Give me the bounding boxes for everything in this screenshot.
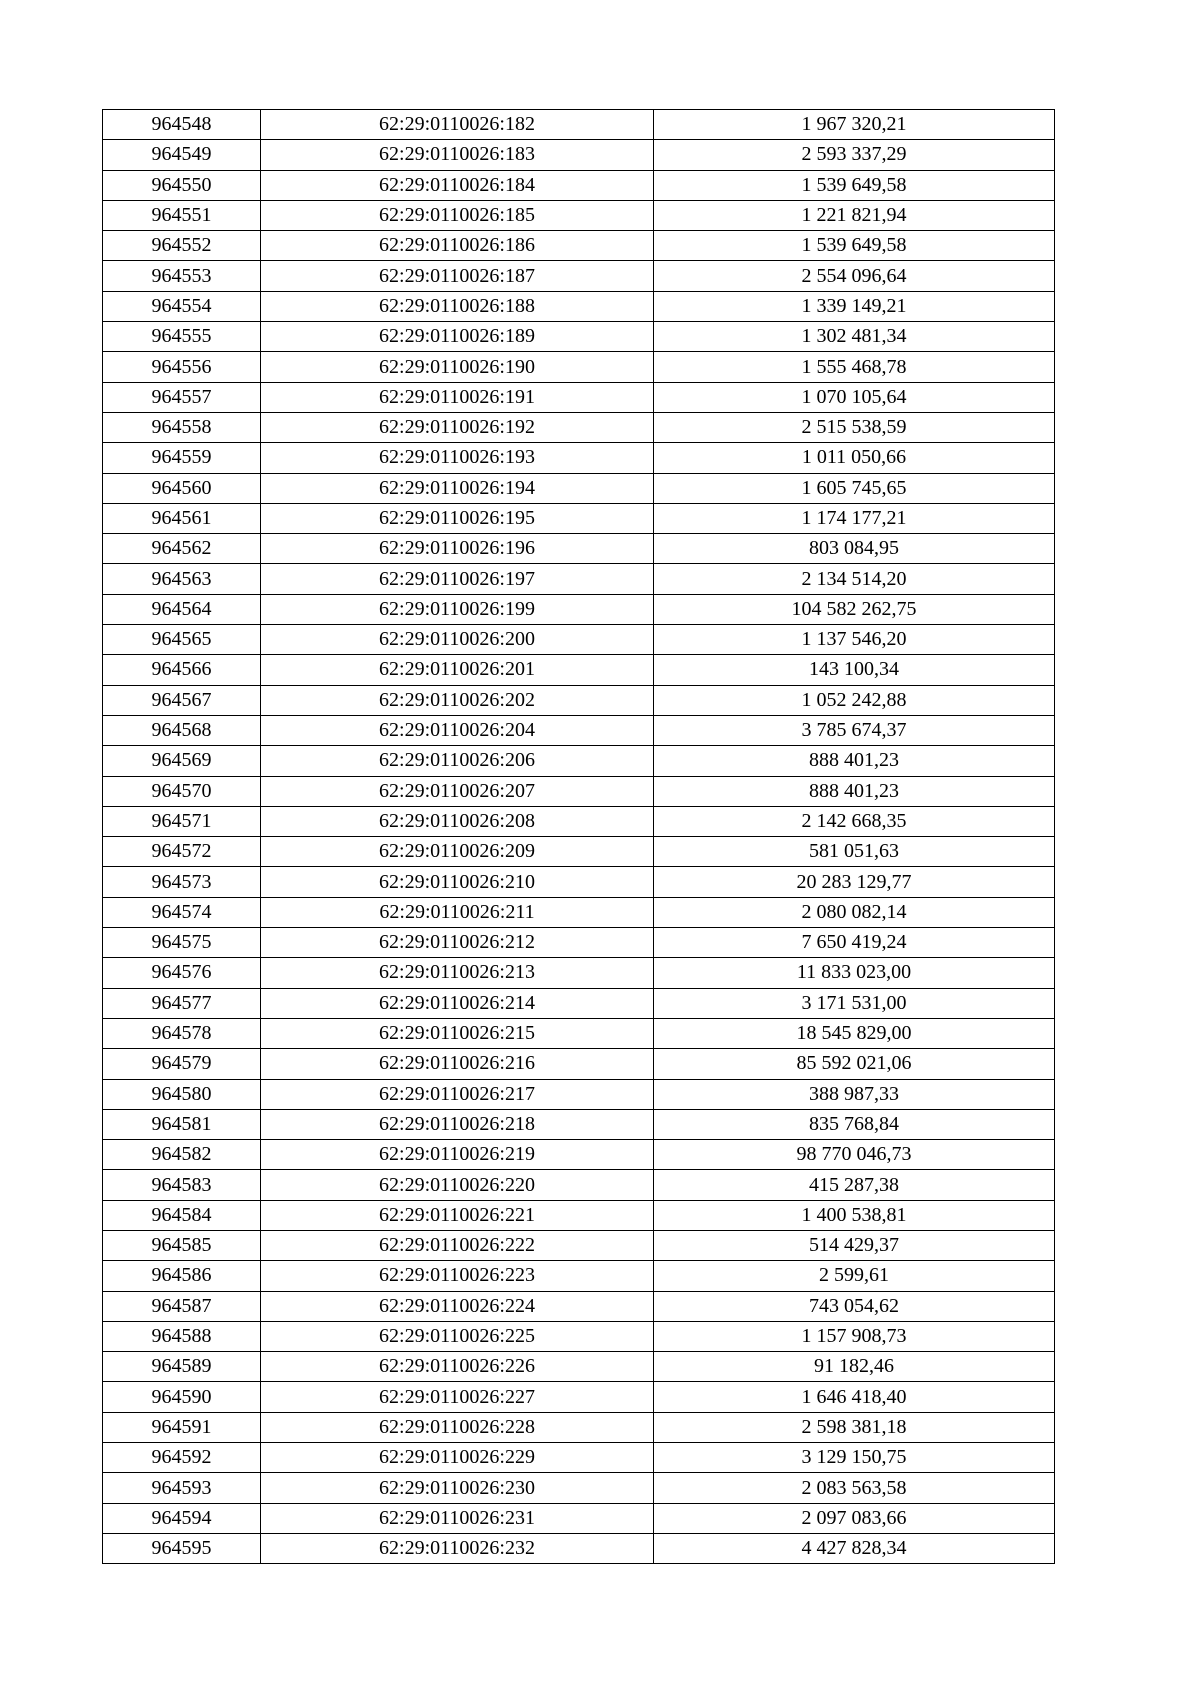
cadastral-number-cell: 62:29:0110026:183 [261, 140, 654, 170]
value-cell: 143 100,34 [654, 655, 1055, 685]
value-cell: 1 137 546,20 [654, 625, 1055, 655]
row-number-cell: 964573 [103, 867, 261, 897]
table-row [103, 1443, 1055, 1473]
value-cell: 7 650 419,24 [654, 928, 1055, 958]
cadastral-number-cell: 62:29:0110026:209 [261, 837, 654, 867]
row-number-cell: 964561 [103, 503, 261, 533]
value-cell: 91 182,46 [654, 1352, 1055, 1382]
value-cell: 1 605 745,65 [654, 473, 1055, 503]
value-cell: 104 582 262,75 [654, 594, 1055, 624]
cadastral-number-cell: 62:29:0110026:184 [261, 170, 654, 200]
row-number-cell: 964549 [103, 140, 261, 170]
cadastral-number-cell: 62:29:0110026:188 [261, 291, 654, 321]
row-number-cell: 964577 [103, 988, 261, 1018]
row-number-cell: 964565 [103, 625, 261, 655]
cadastral-number-cell: 62:29:0110026:210 [261, 867, 654, 897]
row-number-cell: 964586 [103, 1261, 261, 1291]
cadastral-number-cell: 62:29:0110026:182 [261, 110, 654, 140]
row-number-cell: 964593 [103, 1473, 261, 1503]
cadastral-number-cell: 62:29:0110026:197 [261, 564, 654, 594]
row-number-cell: 964562 [103, 534, 261, 564]
cadastral-number-cell: 62:29:0110026:216 [261, 1049, 654, 1079]
cadastral-number-cell: 62:29:0110026:225 [261, 1321, 654, 1351]
cadastral-number-cell: 62:29:0110026:196 [261, 534, 654, 564]
row-number-cell: 964554 [103, 291, 261, 321]
cadastral-number-cell: 62:29:0110026:207 [261, 776, 654, 806]
cadastral-number-cell: 62:29:0110026:186 [261, 231, 654, 261]
value-cell: 2 515 538,59 [654, 412, 1055, 442]
value-cell: 835 768,84 [654, 1109, 1055, 1139]
value-cell: 1 011 050,66 [654, 443, 1055, 473]
row-number-cell: 964588 [103, 1321, 261, 1351]
table-row [103, 958, 1055, 988]
cadastral-number-cell: 62:29:0110026:230 [261, 1473, 654, 1503]
cadastral-number-cell: 62:29:0110026:227 [261, 1382, 654, 1412]
cadastral-number-cell: 62:29:0110026:189 [261, 322, 654, 352]
cadastral-number-cell: 62:29:0110026:200 [261, 625, 654, 655]
value-cell: 85 592 021,06 [654, 1049, 1055, 1079]
table-row [103, 352, 1055, 382]
value-cell: 2 083 563,58 [654, 1473, 1055, 1503]
cadastral-number-cell: 62:29:0110026:231 [261, 1503, 654, 1533]
value-cell: 1 302 481,34 [654, 322, 1055, 352]
cadastral-number-cell: 62:29:0110026:215 [261, 1018, 654, 1048]
table-row [103, 1018, 1055, 1048]
row-number-cell: 964583 [103, 1170, 261, 1200]
table-row [103, 988, 1055, 1018]
cadastral-number-cell: 62:29:0110026:232 [261, 1533, 654, 1563]
value-cell: 388 987,33 [654, 1079, 1055, 1109]
table-row [103, 534, 1055, 564]
cadastral-number-cell: 62:29:0110026:193 [261, 443, 654, 473]
cadastral-value-table [102, 109, 1055, 1564]
row-number-cell: 964587 [103, 1291, 261, 1321]
table-row [103, 928, 1055, 958]
row-number-cell: 964569 [103, 746, 261, 776]
row-number-cell: 964585 [103, 1230, 261, 1260]
value-cell: 3 785 674,37 [654, 715, 1055, 745]
value-cell: 1 070 105,64 [654, 382, 1055, 412]
table-row [103, 1230, 1055, 1260]
row-number-cell: 964548 [103, 110, 261, 140]
table-row [103, 594, 1055, 624]
table-row [103, 1503, 1055, 1533]
cadastral-number-cell: 62:29:0110026:194 [261, 473, 654, 503]
row-number-cell: 964590 [103, 1382, 261, 1412]
value-cell: 1 555 468,78 [654, 352, 1055, 382]
table-row [103, 1473, 1055, 1503]
table-row [103, 715, 1055, 745]
cadastral-number-cell: 62:29:0110026:219 [261, 1140, 654, 1170]
cadastral-number-cell: 62:29:0110026:214 [261, 988, 654, 1018]
row-number-cell: 964564 [103, 594, 261, 624]
cadastral-number-cell: 62:29:0110026:206 [261, 746, 654, 776]
value-cell: 743 054,62 [654, 1291, 1055, 1321]
cadastral-number-cell: 62:29:0110026:217 [261, 1079, 654, 1109]
value-cell: 1 174 177,21 [654, 503, 1055, 533]
cadastral-number-cell: 62:29:0110026:223 [261, 1261, 654, 1291]
table-row [103, 110, 1055, 140]
row-number-cell: 964563 [103, 564, 261, 594]
table-row [103, 685, 1055, 715]
cadastral-number-cell: 62:29:0110026:201 [261, 655, 654, 685]
table-row [103, 291, 1055, 321]
table-row [103, 776, 1055, 806]
row-number-cell: 964575 [103, 928, 261, 958]
row-number-cell: 964594 [103, 1503, 261, 1533]
table-row [103, 1079, 1055, 1109]
cadastral-number-cell: 62:29:0110026:226 [261, 1352, 654, 1382]
value-cell: 2 134 514,20 [654, 564, 1055, 594]
cadastral-number-cell: 62:29:0110026:204 [261, 715, 654, 745]
row-number-cell: 964578 [103, 1018, 261, 1048]
row-number-cell: 964558 [103, 412, 261, 442]
table-row [103, 1291, 1055, 1321]
table-row [103, 625, 1055, 655]
cadastral-number-cell: 62:29:0110026:202 [261, 685, 654, 715]
row-number-cell: 964571 [103, 806, 261, 836]
table-row [103, 837, 1055, 867]
table-row [103, 746, 1055, 776]
table-row [103, 1533, 1055, 1563]
table-row [103, 140, 1055, 170]
cadastral-number-cell: 62:29:0110026:220 [261, 1170, 654, 1200]
table-row [103, 1261, 1055, 1291]
value-cell: 803 084,95 [654, 534, 1055, 564]
row-number-cell: 964553 [103, 261, 261, 291]
cadastral-number-cell: 62:29:0110026:222 [261, 1230, 654, 1260]
cadastral-number-cell: 62:29:0110026:224 [261, 1291, 654, 1321]
table-body [103, 110, 1055, 1564]
row-number-cell: 964570 [103, 776, 261, 806]
table-row [103, 1321, 1055, 1351]
cadastral-number-cell: 62:29:0110026:211 [261, 897, 654, 927]
value-cell: 2 599,61 [654, 1261, 1055, 1291]
table-row [103, 231, 1055, 261]
cadastral-number-cell: 62:29:0110026:192 [261, 412, 654, 442]
value-cell: 11 833 023,00 [654, 958, 1055, 988]
row-number-cell: 964589 [103, 1352, 261, 1382]
table-row [103, 897, 1055, 927]
row-number-cell: 964556 [103, 352, 261, 382]
row-number-cell: 964567 [103, 685, 261, 715]
table-row [103, 1200, 1055, 1230]
row-number-cell: 964560 [103, 473, 261, 503]
table-row [103, 170, 1055, 200]
cadastral-number-cell: 62:29:0110026:190 [261, 352, 654, 382]
row-number-cell: 964579 [103, 1049, 261, 1079]
table-row [103, 1140, 1055, 1170]
row-number-cell: 964595 [103, 1533, 261, 1563]
row-number-cell: 964555 [103, 322, 261, 352]
row-number-cell: 964568 [103, 715, 261, 745]
value-cell: 1 221 821,94 [654, 200, 1055, 230]
row-number-cell: 964584 [103, 1200, 261, 1230]
value-cell: 1 339 149,21 [654, 291, 1055, 321]
value-cell: 2 554 096,64 [654, 261, 1055, 291]
table-row [103, 1352, 1055, 1382]
value-cell: 2 142 668,35 [654, 806, 1055, 836]
value-cell: 3 171 531,00 [654, 988, 1055, 1018]
value-cell: 2 080 082,14 [654, 897, 1055, 927]
cadastral-number-cell: 62:29:0110026:218 [261, 1109, 654, 1139]
table-row [103, 473, 1055, 503]
row-number-cell: 964551 [103, 200, 261, 230]
value-cell: 2 598 381,18 [654, 1412, 1055, 1442]
value-cell: 514 429,37 [654, 1230, 1055, 1260]
cadastral-number-cell: 62:29:0110026:213 [261, 958, 654, 988]
value-cell: 98 770 046,73 [654, 1140, 1055, 1170]
cadastral-number-cell: 62:29:0110026:228 [261, 1412, 654, 1442]
row-number-cell: 964559 [103, 443, 261, 473]
table-row [103, 1412, 1055, 1442]
table-row [103, 412, 1055, 442]
value-cell: 1 157 908,73 [654, 1321, 1055, 1351]
value-cell: 1 967 320,21 [654, 110, 1055, 140]
row-number-cell: 964572 [103, 837, 261, 867]
value-cell: 20 283 129,77 [654, 867, 1055, 897]
row-number-cell: 964580 [103, 1079, 261, 1109]
value-cell: 888 401,23 [654, 776, 1055, 806]
table-row [103, 655, 1055, 685]
table-row [103, 443, 1055, 473]
table-row [103, 322, 1055, 352]
value-cell: 1 539 649,58 [654, 231, 1055, 261]
table-row [103, 382, 1055, 412]
table-row [103, 564, 1055, 594]
cadastral-number-cell: 62:29:0110026:185 [261, 200, 654, 230]
cadastral-number-cell: 62:29:0110026:191 [261, 382, 654, 412]
cadastral-number-cell: 62:29:0110026:199 [261, 594, 654, 624]
value-cell: 415 287,38 [654, 1170, 1055, 1200]
value-cell: 18 545 829,00 [654, 1018, 1055, 1048]
value-cell: 1 400 538,81 [654, 1200, 1055, 1230]
value-cell: 2 593 337,29 [654, 140, 1055, 170]
row-number-cell: 964592 [103, 1443, 261, 1473]
value-cell: 3 129 150,75 [654, 1443, 1055, 1473]
table-row [103, 1382, 1055, 1412]
row-number-cell: 964574 [103, 897, 261, 927]
value-cell: 1 646 418,40 [654, 1382, 1055, 1412]
table-row [103, 503, 1055, 533]
row-number-cell: 964576 [103, 958, 261, 988]
table-row [103, 1109, 1055, 1139]
cadastral-number-cell: 62:29:0110026:229 [261, 1443, 654, 1473]
cadastral-number-cell: 62:29:0110026:187 [261, 261, 654, 291]
table-row [103, 1049, 1055, 1079]
table-row [103, 806, 1055, 836]
row-number-cell: 964582 [103, 1140, 261, 1170]
value-cell: 581 051,63 [654, 837, 1055, 867]
value-cell: 888 401,23 [654, 746, 1055, 776]
value-cell: 1 052 242,88 [654, 685, 1055, 715]
value-cell: 1 539 649,58 [654, 170, 1055, 200]
row-number-cell: 964552 [103, 231, 261, 261]
value-cell: 4 427 828,34 [654, 1533, 1055, 1563]
table-row [103, 261, 1055, 291]
row-number-cell: 964591 [103, 1412, 261, 1442]
table-row [103, 1170, 1055, 1200]
cadastral-number-cell: 62:29:0110026:195 [261, 503, 654, 533]
row-number-cell: 964566 [103, 655, 261, 685]
table-row [103, 200, 1055, 230]
value-cell: 2 097 083,66 [654, 1503, 1055, 1533]
table-row [103, 867, 1055, 897]
cadastral-number-cell: 62:29:0110026:212 [261, 928, 654, 958]
cadastral-number-cell: 62:29:0110026:221 [261, 1200, 654, 1230]
row-number-cell: 964550 [103, 170, 261, 200]
row-number-cell: 964581 [103, 1109, 261, 1139]
cadastral-number-cell: 62:29:0110026:208 [261, 806, 654, 836]
row-number-cell: 964557 [103, 382, 261, 412]
